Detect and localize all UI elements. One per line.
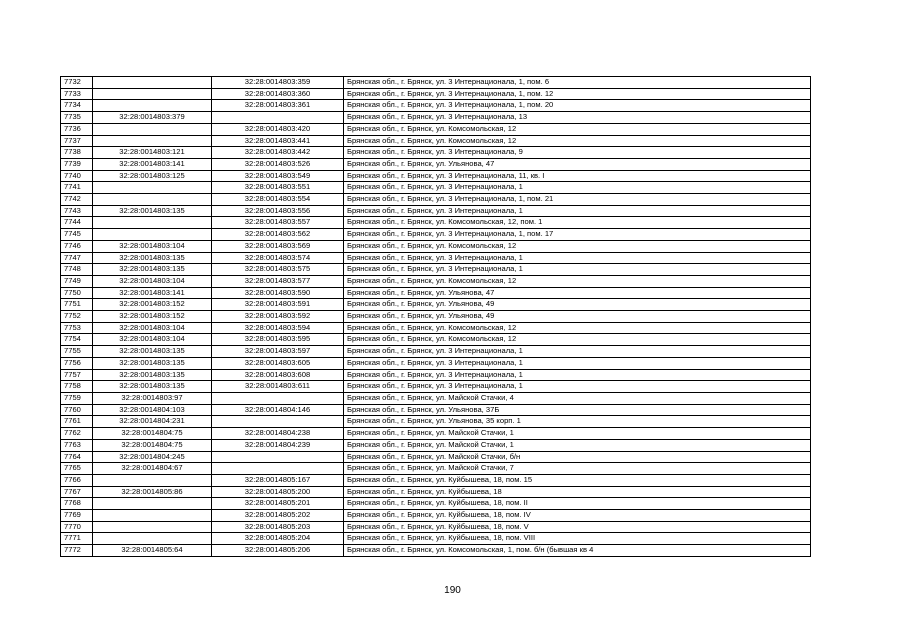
row-number-cell: 7752	[61, 311, 93, 323]
row-number-cell: 7764	[61, 451, 93, 463]
cadastral-number-cell: 32:28:0014803:135	[93, 369, 212, 381]
address-cell: Брянская обл., г. Брянск, ул. 3 Интернационала, 11, кв. I	[344, 170, 811, 182]
row-number-cell: 7767	[61, 486, 93, 498]
object-cadastral-number-cell: 32:28:0014803:441	[212, 135, 344, 147]
row-number-cell: 7751	[61, 299, 93, 311]
cadastral-number-cell	[93, 217, 212, 229]
row-number-cell: 7753	[61, 322, 93, 334]
address-cell: Брянская обл., г. Брянск, ул. Ульянова, 37Б	[344, 404, 811, 416]
object-cadastral-number-cell: 32:28:0014803:359	[212, 77, 344, 89]
cadastral-number-cell: 32:28:0014803:125	[93, 170, 212, 182]
address-cell: Брянская обл., г. Брянск, ул. 3 Интернационала, 1	[344, 264, 811, 276]
row-number-cell: 7740	[61, 170, 93, 182]
row-number-cell: 7763	[61, 439, 93, 451]
address-cell: Брянская обл., г. Брянск, ул. Комсомольская, 12	[344, 275, 811, 287]
cadastral-number-cell: 32:28:0014803:141	[93, 287, 212, 299]
cadastral-number-cell: 32:28:0014803:152	[93, 299, 212, 311]
table-row	[61, 474, 811, 486]
row-number-cell: 7743	[61, 205, 93, 217]
address-cell: Брянская обл., г. Брянск, ул. 3 Интернационала, 1	[344, 205, 811, 217]
table-row	[61, 240, 811, 252]
object-cadastral-number-cell: 32:28:0014803:605	[212, 357, 344, 369]
cadastral-number-cell: 32:28:0014804:75	[93, 428, 212, 440]
row-number-cell: 7754	[61, 334, 93, 346]
table-row	[61, 533, 811, 545]
table-row	[61, 158, 811, 170]
address-cell: Брянская обл., г. Брянск, ул. Комсомольская, 12	[344, 123, 811, 135]
row-number-cell: 7760	[61, 404, 93, 416]
table-row	[61, 123, 811, 135]
row-number-cell: 7735	[61, 112, 93, 124]
object-cadastral-number-cell: 32:28:0014803:360	[212, 88, 344, 100]
cadastral-number-cell: 32:28:0014803:104	[93, 240, 212, 252]
object-cadastral-number-cell	[212, 416, 344, 428]
cadastral-number-cell: 32:28:0014803:104	[93, 334, 212, 346]
address-cell: Брянская обл., г. Брянск, ул. 3 Интернационала, 1, пом. 17	[344, 229, 811, 241]
registry-table-body	[61, 77, 811, 557]
address-cell: Брянская обл., г. Брянск, ул. Куйбышева, 18	[344, 486, 811, 498]
table-row	[61, 194, 811, 206]
table-row	[61, 439, 811, 451]
row-number-cell: 7733	[61, 88, 93, 100]
cadastral-number-cell	[93, 135, 212, 147]
cadastral-number-cell	[93, 194, 212, 206]
row-number-cell: 7749	[61, 275, 93, 287]
table-row	[61, 170, 811, 182]
cadastral-number-cell: 32:28:0014803:135	[93, 205, 212, 217]
table-row	[61, 112, 811, 124]
cadastral-number-cell	[93, 498, 212, 510]
object-cadastral-number-cell: 32:28:0014803:577	[212, 275, 344, 287]
table-row	[61, 135, 811, 147]
object-cadastral-number-cell	[212, 451, 344, 463]
table-row	[61, 357, 811, 369]
cadastral-number-cell: 32:28:0014803:97	[93, 392, 212, 404]
address-cell: Брянская обл., г. Брянск, ул. Ульянова, 49	[344, 299, 811, 311]
address-cell: Брянская обл., г. Брянск, ул. 3 Интернационала, 1	[344, 346, 811, 358]
registry-table	[60, 76, 811, 557]
cadastral-number-cell: 32:28:0014803:135	[93, 252, 212, 264]
table-row	[61, 346, 811, 358]
address-cell: Брянская обл., г. Брянск, ул. 3 Интернационала, 1	[344, 357, 811, 369]
cadastral-number-cell	[93, 533, 212, 545]
address-cell: Брянская обл., г. Брянск, ул. Комсомольская, 12	[344, 322, 811, 334]
table-row	[61, 521, 811, 533]
object-cadastral-number-cell: 32:28:0014803:591	[212, 299, 344, 311]
object-cadastral-number-cell: 32:28:0014803:557	[212, 217, 344, 229]
table-row	[61, 451, 811, 463]
cadastral-number-cell: 32:28:0014803:152	[93, 311, 212, 323]
table-row	[61, 369, 811, 381]
table-row	[61, 416, 811, 428]
object-cadastral-number-cell	[212, 112, 344, 124]
table-row	[61, 77, 811, 89]
row-number-cell: 7759	[61, 392, 93, 404]
object-cadastral-number-cell: 32:28:0014803:554	[212, 194, 344, 206]
table-row	[61, 381, 811, 393]
row-number-cell: 7734	[61, 100, 93, 112]
address-cell: Брянская обл., г. Брянск, ул. 3 Интернационала, 1	[344, 182, 811, 194]
row-number-cell: 7744	[61, 217, 93, 229]
cadastral-number-cell: 32:28:0014803:104	[93, 322, 212, 334]
object-cadastral-number-cell: 32:28:0014803:611	[212, 381, 344, 393]
object-cadastral-number-cell: 32:28:0014805:201	[212, 498, 344, 510]
row-number-cell: 7761	[61, 416, 93, 428]
row-number-cell: 7738	[61, 147, 93, 159]
address-cell: Брянская обл., г. Брянск, ул. Комсомольская, 12	[344, 334, 811, 346]
table-row	[61, 275, 811, 287]
address-cell: Брянская обл., г. Брянск, ул. 3 Интернационала, 9	[344, 147, 811, 159]
cadastral-number-cell	[93, 123, 212, 135]
table-row	[61, 486, 811, 498]
address-cell: Брянская обл., г. Брянск, ул. 3 Интернационала, 1	[344, 381, 811, 393]
address-cell: Брянская обл., г. Брянск, ул. 3 Интернационала, 1	[344, 252, 811, 264]
row-number-cell: 7739	[61, 158, 93, 170]
object-cadastral-number-cell: 32:28:0014803:420	[212, 123, 344, 135]
cadastral-number-cell: 32:28:0014804:245	[93, 451, 212, 463]
table-row	[61, 182, 811, 194]
object-cadastral-number-cell: 32:28:0014803:575	[212, 264, 344, 276]
object-cadastral-number-cell: 32:28:0014805:203	[212, 521, 344, 533]
cadastral-number-cell	[93, 100, 212, 112]
cadastral-number-cell: 32:28:0014803:104	[93, 275, 212, 287]
object-cadastral-number-cell: 32:28:0014805:204	[212, 533, 344, 545]
cadastral-number-cell	[93, 474, 212, 486]
row-number-cell: 7746	[61, 240, 93, 252]
cadastral-number-cell: 32:28:0014804:75	[93, 439, 212, 451]
cadastral-number-cell: 32:28:0014803:135	[93, 346, 212, 358]
table-row	[61, 392, 811, 404]
row-number-cell: 7770	[61, 521, 93, 533]
object-cadastral-number-cell: 32:28:0014803:608	[212, 369, 344, 381]
object-cadastral-number-cell: 32:28:0014803:569	[212, 240, 344, 252]
cadastral-number-cell: 32:28:0014804:103	[93, 404, 212, 416]
row-number-cell: 7769	[61, 510, 93, 522]
table-row	[61, 147, 811, 159]
cadastral-number-cell: 32:28:0014805:64	[93, 545, 212, 557]
table-row	[61, 264, 811, 276]
table-row	[61, 428, 811, 440]
cadastral-number-cell	[93, 510, 212, 522]
object-cadastral-number-cell: 32:28:0014805:206	[212, 545, 344, 557]
address-cell: Брянская обл., г. Брянск, ул. 3 Интернационала, 1, пом. 6	[344, 77, 811, 89]
address-cell: Брянская обл., г. Брянск, ул. Комсомольская, 12, пом. 1	[344, 217, 811, 229]
table-row	[61, 498, 811, 510]
table-row	[61, 510, 811, 522]
row-number-cell: 7737	[61, 135, 93, 147]
address-cell: Брянская обл., г. Брянск, ул. Куйбышева, 18, пом. VIII	[344, 533, 811, 545]
table-row	[61, 299, 811, 311]
cadastral-number-cell: 32:28:0014804:67	[93, 463, 212, 475]
row-number-cell: 7748	[61, 264, 93, 276]
address-cell: Брянская обл., г. Брянск, ул. 3 Интернационала, 1, пом. 12	[344, 88, 811, 100]
object-cadastral-number-cell: 32:28:0014803:594	[212, 322, 344, 334]
table-row	[61, 322, 811, 334]
object-cadastral-number-cell: 32:28:0014803:597	[212, 346, 344, 358]
object-cadastral-number-cell: 32:28:0014804:238	[212, 428, 344, 440]
object-cadastral-number-cell: 32:28:0014803:556	[212, 205, 344, 217]
row-number-cell: 7747	[61, 252, 93, 264]
cadastral-number-cell: 32:28:0014805:86	[93, 486, 212, 498]
table-row	[61, 545, 811, 557]
object-cadastral-number-cell: 32:28:0014804:146	[212, 404, 344, 416]
object-cadastral-number-cell	[212, 392, 344, 404]
object-cadastral-number-cell: 32:28:0014805:202	[212, 510, 344, 522]
object-cadastral-number-cell: 32:28:0014803:551	[212, 182, 344, 194]
row-number-cell: 7732	[61, 77, 93, 89]
cadastral-number-cell: 32:28:0014804:231	[93, 416, 212, 428]
address-cell: Брянская обл., г. Брянск, ул. Куйбышева, 18, пом. V	[344, 521, 811, 533]
table-row	[61, 205, 811, 217]
address-cell: Брянская обл., г. Брянск, ул. Комсомольская, 12	[344, 135, 811, 147]
address-cell: Брянская обл., г. Брянск, ул. Майской Стачки, 1	[344, 439, 811, 451]
address-cell: Брянская обл., г. Брянск, ул. 3 Интернационала, 1, пом. 21	[344, 194, 811, 206]
row-number-cell: 7766	[61, 474, 93, 486]
table-row	[61, 217, 811, 229]
row-number-cell: 7736	[61, 123, 93, 135]
row-number-cell: 7755	[61, 346, 93, 358]
table-row	[61, 100, 811, 112]
cadastral-number-cell	[93, 88, 212, 100]
object-cadastral-number-cell: 32:28:0014803:595	[212, 334, 344, 346]
cadastral-number-cell: 32:28:0014803:135	[93, 264, 212, 276]
cadastral-number-cell	[93, 77, 212, 89]
address-cell: Брянская обл., г. Брянск, ул. Майской Стачки, б/н	[344, 451, 811, 463]
address-cell: Брянская обл., г. Брянск, ул. Ульянова, 49	[344, 311, 811, 323]
address-cell: Брянская обл., г. Брянск, ул. Майской Стачки, 4	[344, 392, 811, 404]
address-cell: Брянская обл., г. Брянск, ул. Комсомольская, 1, пом. б/н (бывшая кв 4	[344, 545, 811, 557]
address-cell: Брянская обл., г. Брянск, ул. 3 Интернационала, 1, пом. 20	[344, 100, 811, 112]
row-number-cell: 7768	[61, 498, 93, 510]
address-cell: Брянская обл., г. Брянск, ул. Ульянова, 47	[344, 158, 811, 170]
table-row	[61, 334, 811, 346]
object-cadastral-number-cell: 32:28:0014803:590	[212, 287, 344, 299]
table-row	[61, 229, 811, 241]
row-number-cell: 7750	[61, 287, 93, 299]
cadastral-number-cell: 32:28:0014803:135	[93, 381, 212, 393]
row-number-cell: 7757	[61, 369, 93, 381]
object-cadastral-number-cell: 32:28:0014805:167	[212, 474, 344, 486]
row-number-cell: 7745	[61, 229, 93, 241]
address-cell: Брянская обл., г. Брянск, ул. Майской Стачки, 7	[344, 463, 811, 475]
table-row	[61, 287, 811, 299]
cadastral-number-cell: 32:28:0014803:121	[93, 147, 212, 159]
row-number-cell: 7771	[61, 533, 93, 545]
address-cell: Брянская обл., г. Брянск, ул. 3 Интернационала, 13	[344, 112, 811, 124]
address-cell: Брянская обл., г. Брянск, ул. Майской Стачки, 1	[344, 428, 811, 440]
address-cell: Брянская обл., г. Брянск, ул. Куйбышева, 18, пом. 15	[344, 474, 811, 486]
row-number-cell: 7765	[61, 463, 93, 475]
row-number-cell: 7772	[61, 545, 93, 557]
cadastral-number-cell: 32:28:0014803:141	[93, 158, 212, 170]
cadastral-number-cell	[93, 521, 212, 533]
row-number-cell: 7758	[61, 381, 93, 393]
cadastral-number-cell	[93, 229, 212, 241]
table-row	[61, 252, 811, 264]
object-cadastral-number-cell: 32:28:0014803:574	[212, 252, 344, 264]
row-number-cell: 7742	[61, 194, 93, 206]
address-cell: Брянская обл., г. Брянск, ул. Куйбышева, 18, пом. IV	[344, 510, 811, 522]
cadastral-number-cell	[93, 182, 212, 194]
page-number: 190	[444, 585, 461, 596]
object-cadastral-number-cell: 32:28:0014805:200	[212, 486, 344, 498]
object-cadastral-number-cell: 32:28:0014804:239	[212, 439, 344, 451]
address-cell: Брянская обл., г. Брянск, ул. Комсомольская, 12	[344, 240, 811, 252]
address-cell: Брянская обл., г. Брянск, ул. 3 Интернационала, 1	[344, 369, 811, 381]
table-row	[61, 88, 811, 100]
table-row	[61, 311, 811, 323]
cadastral-number-cell: 32:28:0014803:379	[93, 112, 212, 124]
table-row	[61, 463, 811, 475]
cadastral-number-cell: 32:28:0014803:135	[93, 357, 212, 369]
object-cadastral-number-cell: 32:28:0014803:549	[212, 170, 344, 182]
row-number-cell: 7741	[61, 182, 93, 194]
table-row	[61, 404, 811, 416]
object-cadastral-number-cell: 32:28:0014803:562	[212, 229, 344, 241]
object-cadastral-number-cell: 32:28:0014803:442	[212, 147, 344, 159]
object-cadastral-number-cell	[212, 463, 344, 475]
row-number-cell: 7762	[61, 428, 93, 440]
address-cell: Брянская обл., г. Брянск, ул. Ульянова, 47	[344, 287, 811, 299]
object-cadastral-number-cell: 32:28:0014803:526	[212, 158, 344, 170]
address-cell: Брянская обл., г. Брянск, ул. Куйбышева, 18, пом. II	[344, 498, 811, 510]
object-cadastral-number-cell: 32:28:0014803:592	[212, 311, 344, 323]
row-number-cell: 7756	[61, 357, 93, 369]
address-cell: Брянская обл., г. Брянск, ул. Ульянова, 35 корп. 1	[344, 416, 811, 428]
object-cadastral-number-cell: 32:28:0014803:361	[212, 100, 344, 112]
